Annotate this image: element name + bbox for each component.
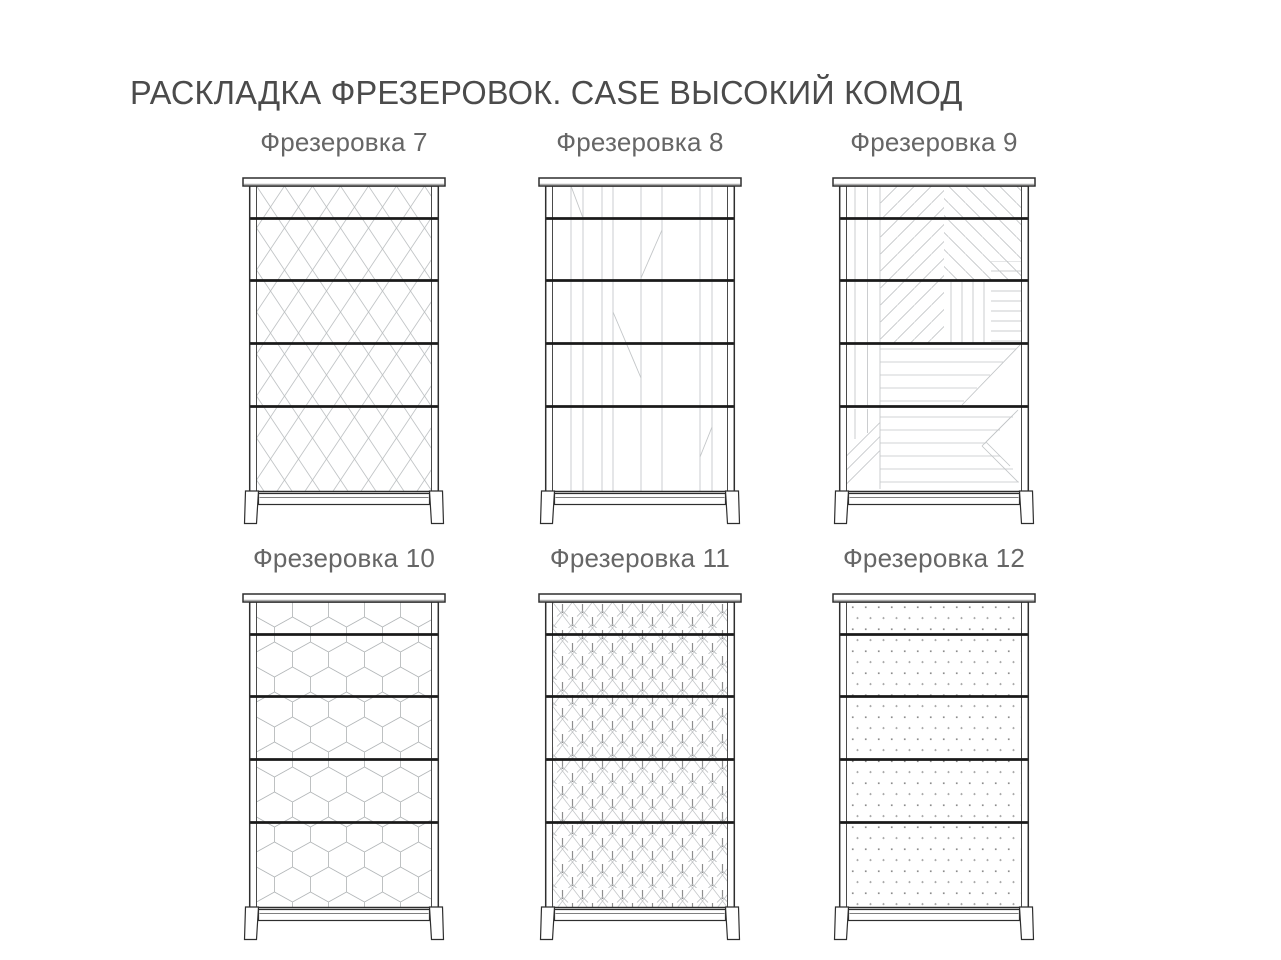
cabinet-label: Фрезеровка 10 [252, 543, 436, 573]
cabinet-drawing [242, 177, 446, 525]
cabinet-frezerovka-8 [538, 127, 742, 525]
page-title: РАСКЛАДКА ФРЕЗЕРОВОК. CASE ВЫСОКИЙ КОМОД [130, 74, 963, 111]
cabinet-label: Фрезеровка 9 [850, 127, 1018, 157]
cabinet-frezerovka-12 [832, 543, 1036, 941]
cabinet-frezerovka-9 [832, 127, 1036, 525]
cabinet-drawing [832, 593, 1036, 941]
cabinet-drawing [242, 593, 446, 941]
cabinet-drawing [832, 177, 1036, 525]
cabinet-label: Фрезеровка 12 [842, 543, 1026, 573]
cabinet-frezerovka-7 [242, 127, 446, 525]
cabinet-frezerovka-11 [538, 543, 742, 941]
cabinet-label: Фрезеровка 8 [556, 127, 724, 157]
cabinet-label: Фрезеровка 11 [549, 543, 731, 573]
cabinet-frezerovka-10 [242, 543, 446, 941]
cabinet-label: Фрезеровка 7 [260, 127, 428, 157]
cabinet-drawing [538, 593, 742, 941]
cabinet-drawing [538, 177, 742, 525]
